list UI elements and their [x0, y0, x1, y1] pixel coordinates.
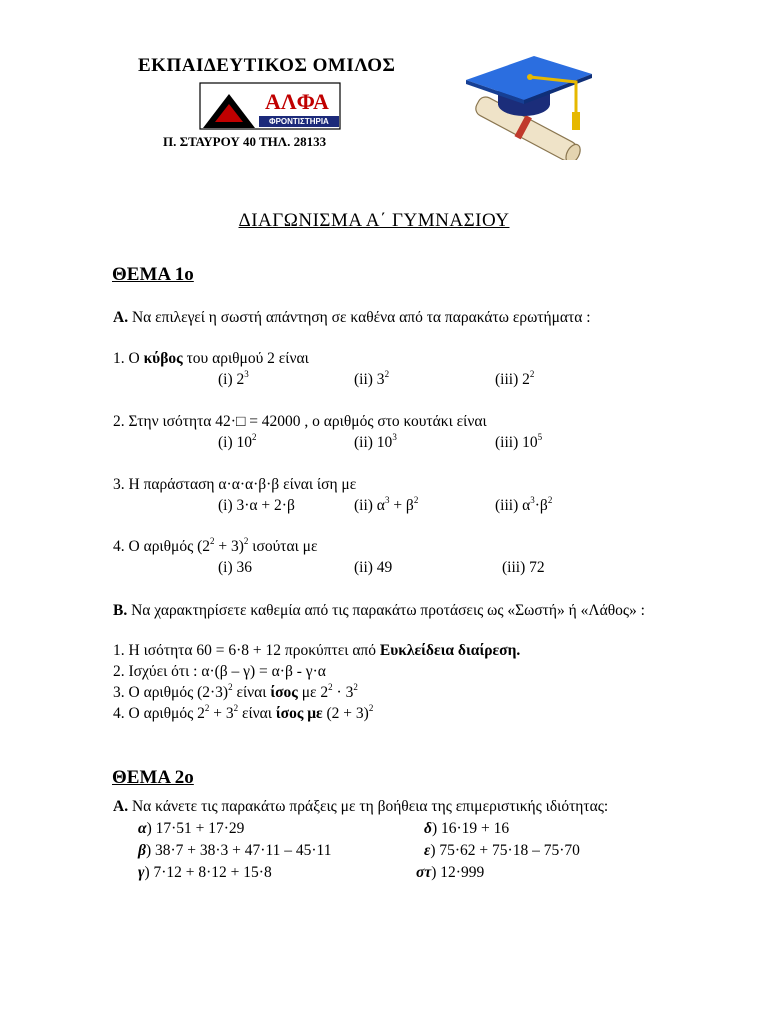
q2-option-2: (ii) $10^3$ — [354, 432, 397, 451]
address-phone: Π. ΣΤΑΥΡΟΥ 40 ΤΗΛ. 28133 — [163, 134, 327, 149]
statement-3: 3. Ο αριθμός $(2\cdot 3)^2$ είναι ίσος με $2^2 \cdot 3^2$ — [113, 682, 358, 701]
q1-bold: κύβος — [143, 350, 183, 367]
part-a-text: Να επιλεγεί η σωστή απάντηση σε καθένα από τα παρακάτω ερωτήματα : — [128, 309, 591, 326]
logo-name: ΑΛΦΑ — [265, 89, 329, 114]
school-logo — [199, 82, 341, 130]
question-2: 2. Στην ισότητα 42·□ = 42000 , ο αριθμός στο κουτάκι είναι — [113, 413, 487, 430]
part-a-instruction — [113, 309, 591, 327]
q1-option-2: (ii) $3^2$ — [354, 369, 390, 388]
exercise-b: β) 38·7 + 38·3 + 47·11 – 45·11 — [138, 842, 332, 859]
exercise-a: α) 17·51 + 17·29 — [138, 820, 245, 837]
question-4: 4. Ο αριθμός $(2^2 + 3)^2$ ισούται με — [113, 536, 318, 555]
part-b-instruction — [113, 602, 645, 620]
q2-option-1: (i) $10^2$ — [218, 432, 257, 451]
exercise-f: στ) 12·999 — [416, 864, 485, 881]
exercise-c: γ) 7·12 + 8·12 + 15·8 — [138, 864, 272, 881]
statement-2: 2. Ισχύει ότι : α·(β – γ) = α·β - γ·α — [113, 663, 326, 680]
logo-subtitle: ΦΡΟΝΤΙΣΤΗΡΙΑ — [269, 117, 329, 126]
graduation-cap-image — [458, 52, 598, 160]
part-b-label: Β. — [113, 602, 128, 619]
topic-2-label: Α. — [113, 798, 129, 815]
topic-2-heading: ΘΕΜΑ 2ο — [112, 767, 194, 788]
exercise-d: δ) 16·19 + 16 — [424, 820, 510, 837]
part-b-text: Να χαρακτηρίσετε καθεμία από τις παρακάτω προτάσεις ως «Σωστή» ή «Λάθος» : — [127, 602, 645, 619]
topic-1-heading: ΘΕΜΑ 1ο — [112, 264, 194, 285]
q3-option-1: (i) 3·α + 2·β — [218, 497, 295, 514]
q1-option-3: (iii) $2^2$ — [495, 369, 535, 388]
graduation-cap-icon — [458, 52, 598, 160]
organization-name: ΕΚΠΑΙΔΕΥΤΙΚΟΣ ΟΜΙΛΟΣ — [138, 55, 396, 76]
exam-title: ΔΙΑΓΩΝΙΣΜΑ Α΄ ΓΥΜΝΑΣΙΟΥ — [238, 210, 510, 231]
q3-option-2: (ii) $\alpha^3 + \beta^2$ — [354, 495, 419, 514]
q4-option-2: (ii) 49 — [354, 559, 393, 576]
exercise-e: ε) 75·62 + 75·18 – 75·70 — [424, 842, 580, 859]
part-a-label: Α. — [113, 309, 129, 326]
q4-option-1: (i) 36 — [218, 559, 253, 576]
q1-option-1: (i) $2^3$ — [218, 369, 249, 388]
q2-option-3: (iii) $10^5$ — [495, 432, 543, 451]
q1-post: του αριθμού 2 είναι — [182, 350, 309, 367]
statement-1: 1. Η ισότητα 60 = 6·8 + 12 προκύπτει από Ευκλείδεια διαίρεση. — [113, 642, 521, 659]
topic-2-text: Να κάνετε τις παρακάτω πράξεις με τη βοήθεια της επιμεριστικής ιδιότητας: — [128, 798, 609, 815]
q1-pre: 1. Ο — [113, 350, 144, 367]
q3-option-3: (iii) $\alpha^3\cdot\beta^2$ — [495, 495, 553, 514]
topic-2-instruction — [113, 798, 608, 816]
question-1 — [113, 350, 309, 368]
statement-4: 4. Ο αριθμός $2^2 + 3^2$ είναι ίσος με $(2 + 3)^2$ — [113, 703, 374, 722]
q4-option-3: (iii) 72 — [502, 559, 545, 576]
question-3: 3. Η παράσταση α·α·α·β·β είναι ίση με — [113, 476, 357, 493]
